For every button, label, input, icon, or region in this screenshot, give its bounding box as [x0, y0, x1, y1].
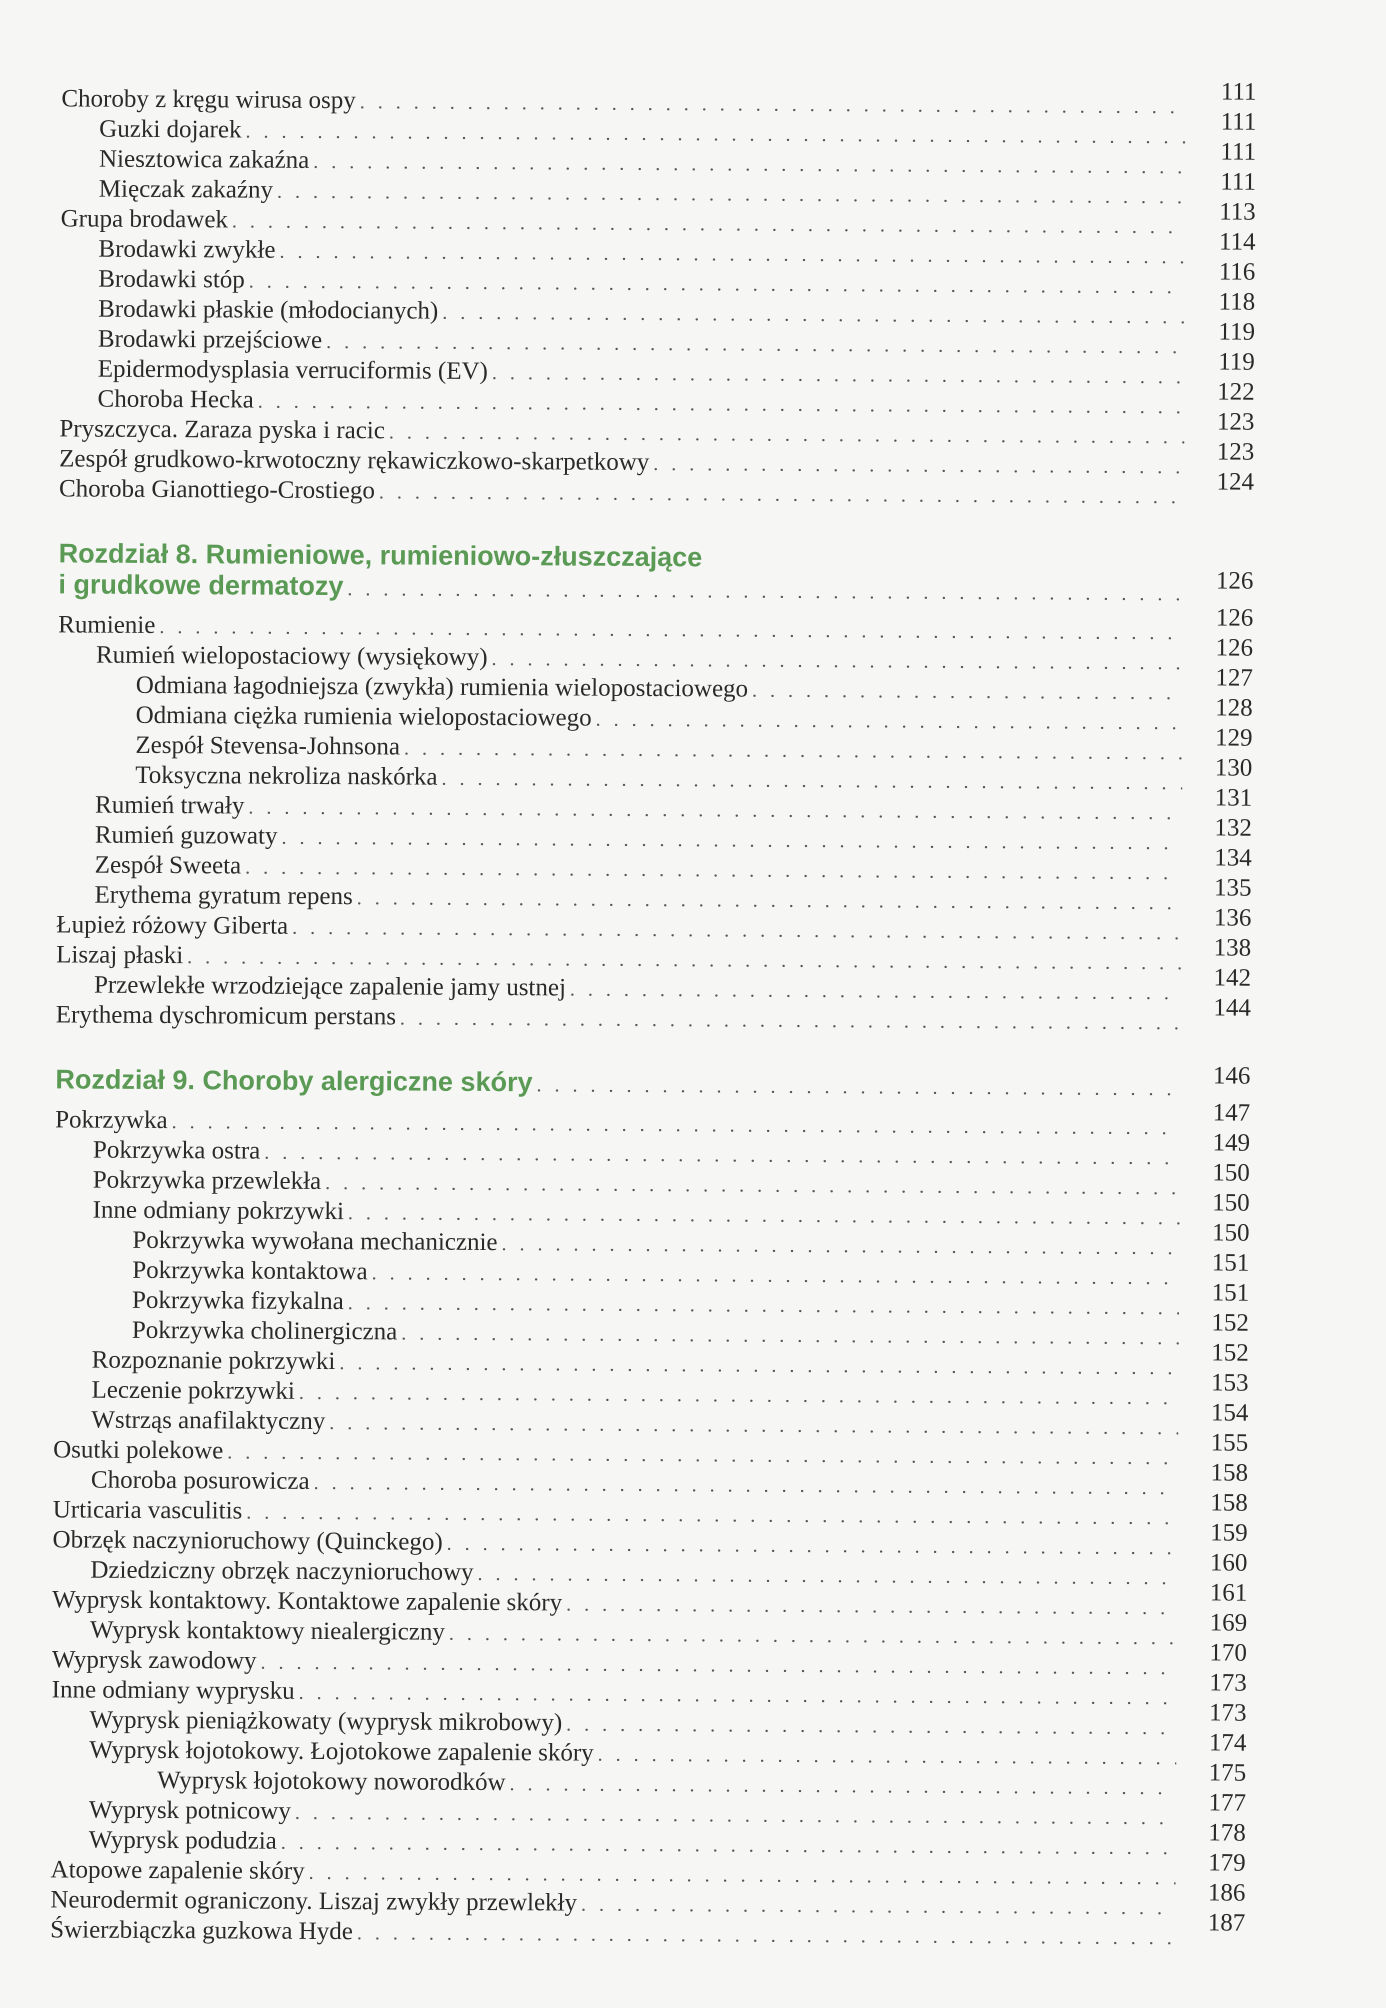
dot-leader	[598, 1740, 1177, 1774]
dot-leader	[570, 975, 1181, 1009]
toc-entry-title: Wyprysk zawodowy	[51, 1646, 257, 1675]
toc-entry-title: Erythema dyschromicum perstans	[55, 1001, 397, 1031]
toc-entry-title: Choroba Gianottiego-Crostiego	[58, 475, 376, 505]
toc-entry-title: Wyprysk łojotokowy. Łojotokowe zapalenie skóry	[89, 1736, 594, 1767]
toc-page-number: 129	[1214, 724, 1253, 752]
toc-page-number: 126	[1215, 634, 1254, 662]
toc-page-number: 135	[1214, 874, 1252, 902]
toc-page-number: 119	[1218, 318, 1256, 346]
toc-page-number: 152	[1211, 1339, 1249, 1367]
toc-page-number: 111	[1220, 78, 1257, 106]
toc-page-number: 111	[1220, 138, 1257, 166]
toc-page-number: 149	[1212, 1129, 1251, 1157]
toc-entry-title: Pokrzywka fizykalna	[131, 1286, 344, 1316]
toc-entry-title: Rumień trwały	[95, 791, 245, 820]
toc-page-number: 118	[1218, 288, 1256, 316]
toc-entry-title: Erythema gyratum repens	[94, 881, 353, 911]
toc-entry-title: Rumienie	[58, 611, 156, 639]
dot-leader	[442, 298, 1185, 333]
toc-entry-title: Guzki dojarek	[99, 115, 242, 144]
toc-page-number: 146	[1212, 1062, 1251, 1090]
toc-page-number: 158	[1210, 1489, 1248, 1517]
toc-entry-title: Pokrzywka wywołana mechanicznie	[132, 1226, 498, 1257]
toc-entry-title: Łupież różowy Giberta	[56, 911, 289, 940]
dot-leader	[401, 1318, 1179, 1353]
toc-entry-title: Epidermodysplasia verruciformis (EV)	[97, 355, 488, 385]
toc-page-number: 144	[1213, 994, 1251, 1022]
toc-entry-title: Pryszczyca. Zaraza pyska i racic	[59, 415, 385, 445]
toc-entry-title: Brodawki płaskie (młodocianych)	[98, 295, 439, 325]
dot-leader	[510, 1769, 1177, 1803]
toc-page-number: 178	[1208, 1819, 1246, 1847]
toc-entry-title: Rozpoznanie pokrzywki	[91, 1346, 336, 1376]
dot-leader	[357, 1918, 1176, 1953]
toc-page-number: 161	[1209, 1579, 1248, 1607]
toc-entry-title: Niesztowica zakaźna	[98, 145, 310, 174]
toc-page-number: 127	[1215, 664, 1253, 692]
toc-entry-title: Leczenie pokrzywki	[91, 1376, 295, 1405]
dot-leader	[347, 574, 1183, 610]
toc-page-number: 170	[1209, 1639, 1248, 1667]
toc-page-number: 153	[1210, 1369, 1249, 1397]
toc-page-number: 173	[1208, 1699, 1247, 1727]
dot-leader	[449, 1619, 1177, 1653]
toc-page-number: 113	[1219, 198, 1256, 226]
dot-leader	[566, 1709, 1176, 1743]
dot-leader	[536, 1070, 1180, 1105]
toc-page-number: 126	[1215, 604, 1254, 632]
toc-entry-title: Brodawki zwykłe	[98, 235, 276, 264]
toc-entry-title: Choroba posurowicza	[90, 1466, 310, 1495]
toc-entry-title: Brodawki przejściowe	[97, 325, 323, 354]
toc-page-number: 132	[1214, 814, 1253, 842]
toc-entry-title: Neurodermit ograniczony. Liszaj zwykły przewlekły	[50, 1886, 578, 1917]
toc-entry-title: Wyprysk kontaktowy. Kontaktowe zapalenie skóry	[52, 1586, 563, 1617]
toc-entry-title: Obrzęk naczynioruchowy (Quinckego)	[52, 1526, 443, 1556]
toc-entry-title: i grudkowe dermatozy	[58, 569, 344, 602]
toc-page-number: 119	[1218, 348, 1255, 376]
toc-page-number: 116	[1218, 258, 1256, 286]
table-of-contents	[50, 78, 1257, 1952]
toc-page-number: 136	[1213, 904, 1252, 932]
chapter-title-line: Rozdział 8. Rumieniowe, rumieniowo-złuszczające	[58, 538, 703, 573]
toc-page-number: 150	[1212, 1159, 1250, 1187]
toc-entry	[58, 569, 1253, 607]
toc-entry-title: Pokrzywka kontaktowa	[132, 1256, 368, 1286]
toc-entry-title: Odmiana łagodniejsza (zwykła) rumienia wielopostaciowego	[135, 671, 749, 703]
toc-page-number: 131	[1214, 784, 1253, 812]
toc-page-number: 128	[1215, 694, 1253, 722]
dot-leader	[752, 676, 1183, 709]
toc-entry-title: Dziedziczny obrzęk naczynioruchowy	[90, 1556, 474, 1586]
toc-page-number: 111	[1220, 168, 1256, 196]
toc-entry-title: Zespół Stevensa-Johnsona	[135, 731, 401, 761]
toc-page-number: 130	[1214, 754, 1253, 782]
toc-page-number: 151	[1211, 1279, 1250, 1307]
toc-entry-title: Osutki polekowe	[53, 1436, 224, 1465]
dot-leader	[441, 764, 1182, 799]
toc-page-number: 151	[1211, 1249, 1250, 1277]
toc-page-number: 114	[1218, 228, 1256, 256]
toc-page-number: 152	[1211, 1309, 1250, 1337]
toc-entry-title: Wyprysk podudzia	[88, 1826, 277, 1855]
toc-entry-title: Mięczak zakaźny	[98, 175, 274, 204]
toc-entry-title: Choroba Hecka	[97, 385, 254, 414]
toc-entry-title: Toksyczna nekroliza naskórka	[135, 761, 438, 791]
toc-page-number: 124	[1216, 468, 1255, 496]
toc-entry-title: Zespół Sweeta	[94, 851, 242, 880]
dot-leader	[492, 358, 1185, 392]
toc-entry-title: Wyprysk pieniążkowaty (wyprysk mikrobowy)	[89, 1706, 563, 1737]
toc-entry-title: Rozdział 9. Choroby alergiczne skóry	[55, 1064, 533, 1098]
toc-entry-title: Wyprysk potnicowy	[88, 1796, 291, 1825]
toc-page-number: 111	[1220, 108, 1257, 136]
toc-page-number: 123	[1216, 438, 1255, 466]
dot-leader	[501, 1229, 1179, 1263]
toc-page-number: 150	[1211, 1219, 1250, 1247]
chapter-heading	[55, 1064, 1250, 1102]
toc-entry-title: Wstrząs anafilaktyczny	[91, 1406, 326, 1436]
toc-page-number: 169	[1209, 1609, 1248, 1637]
toc-page-number: 179	[1208, 1849, 1246, 1877]
toc-page-number: 177	[1208, 1789, 1247, 1817]
dot-leader	[372, 1258, 1180, 1293]
chapter-heading	[58, 538, 1253, 607]
toc-page-number: 158	[1210, 1459, 1249, 1487]
toc-page-number: 134	[1214, 844, 1252, 872]
toc-entry-title: Grupa brodawek	[60, 205, 229, 234]
toc-entry-title: Rumień wielopostaciowy (wysiękowy)	[95, 641, 488, 671]
toc-entry	[55, 1064, 1250, 1102]
toc-page-number: 150	[1212, 1189, 1250, 1217]
dot-leader	[566, 1589, 1177, 1623]
dot-leader	[400, 1003, 1181, 1038]
toc-page-number: 175	[1208, 1759, 1247, 1787]
toc-entry-title: Pokrzywka ostra	[92, 1136, 261, 1165]
dot-leader	[581, 1890, 1176, 1924]
toc-entry-title: Brodawki stóp	[98, 265, 245, 294]
toc-page-number: 122	[1217, 378, 1255, 406]
toc-entry-title: Wyprysk kontaktowy niealergiczny	[89, 1616, 446, 1646]
toc-page-number: 187	[1207, 1909, 1246, 1937]
toc-entry-title: Odmiana ciężka rumienia wielopostaciowego	[135, 701, 592, 732]
toc-entry-title: Zespół grudkowo-krwotoczny rękawiczkowo-skarpetkowy	[59, 445, 650, 476]
toc-entry-title: Inne odmiany pokrzywki	[92, 1196, 345, 1226]
toc-entry-title: Atopowe zapalenie skóry	[50, 1856, 305, 1885]
dot-leader	[379, 477, 1184, 512]
toc-page-number: 173	[1209, 1669, 1247, 1697]
dot-leader	[404, 733, 1183, 768]
toc-page-number: 126	[1215, 567, 1254, 595]
toc-page-number: 174	[1208, 1729, 1247, 1757]
toc-page-number: 186	[1207, 1879, 1246, 1907]
toc-entry-title: Pokrzywka	[55, 1106, 168, 1135]
toc-entry-title: Świerzbiączka guzkowa Hyde	[50, 1916, 353, 1946]
toc-page-number: 142	[1213, 964, 1252, 992]
dot-leader	[447, 1529, 1178, 1563]
toc-entry-title: Wyprysk łojotokowy noworodków	[157, 1766, 506, 1797]
toc-page-number: 138	[1213, 934, 1252, 962]
toc-entry-title: Rumień guzowaty	[94, 821, 278, 850]
toc-page-number: 155	[1210, 1429, 1249, 1457]
toc-page-number: 147	[1212, 1099, 1251, 1127]
dot-leader	[596, 705, 1183, 739]
toc-entry-title: Pokrzywka przewlekła	[92, 1166, 322, 1195]
toc-entry-title: Inne odmiany wyprysku	[51, 1676, 295, 1705]
toc-page-number: 123	[1216, 408, 1255, 436]
toc-entry-title: Liszaj płaski	[56, 941, 184, 970]
toc-entry-title: Przewlekłe wrzodziejące zapalenie jamy ustnej	[93, 971, 567, 1002]
toc-page-number: 154	[1210, 1399, 1249, 1427]
toc-entry-title: Pokrzywka cholinergiczna	[131, 1316, 398, 1346]
dot-leader	[477, 1559, 1177, 1593]
toc-entry-title: Urticaria vasculitis	[52, 1496, 243, 1525]
toc-page-number: 160	[1209, 1549, 1248, 1577]
toc-page-number: 159	[1210, 1519, 1248, 1547]
dot-leader	[653, 449, 1184, 482]
toc-entry-title: Choroby z kręgu wirusa ospy	[61, 85, 356, 115]
